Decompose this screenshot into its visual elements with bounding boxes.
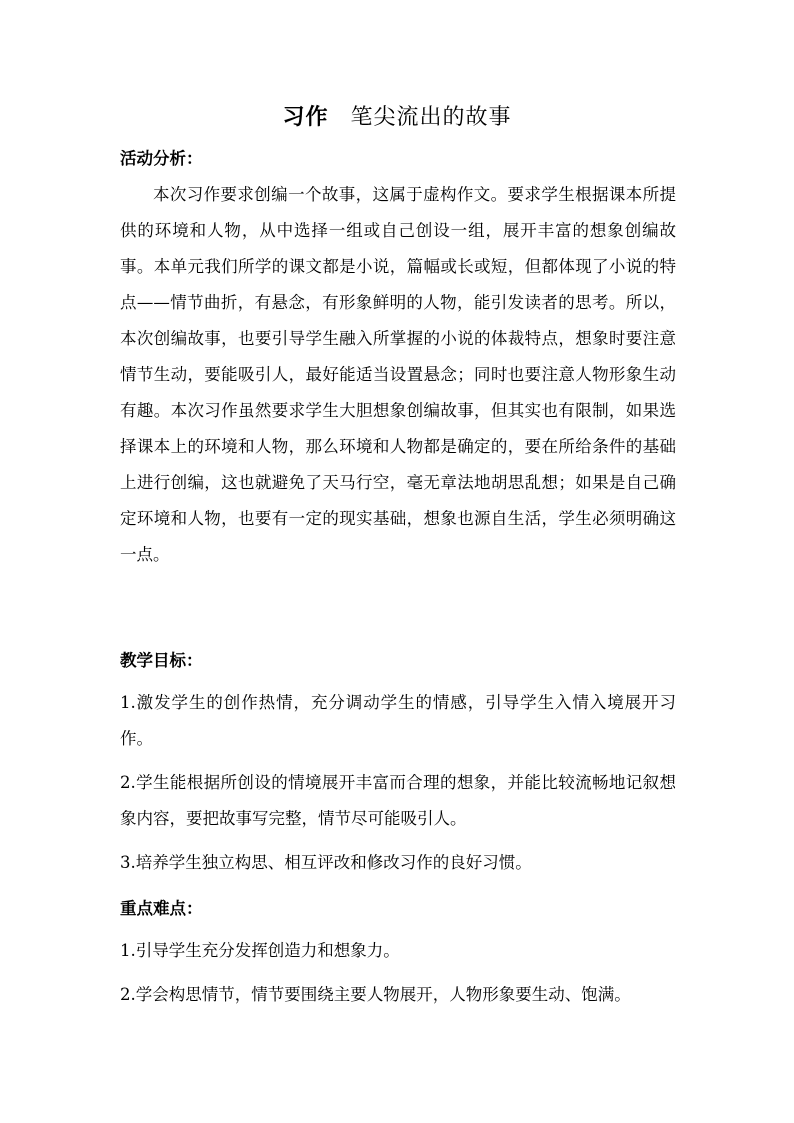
- section-keypoints: [120, 891, 676, 1013]
- document-title: [0, 102, 794, 133]
- goal-item-3: 3.培养学生独立构思、相互评改和修改习作的良好习惯。: [120, 853, 532, 872]
- section-goals: [120, 643, 676, 881]
- section-heading-goals: 教学目标：: [120, 651, 203, 670]
- keypoint-item-1: 1.引导学生充分发挥创造力和想象力。: [120, 941, 400, 960]
- keypoint-item-2: 2.学会构思情节，情节要围绕主要人物展开，人物形象要生动、饱满。: [120, 985, 631, 1004]
- title-lead: 习作: [282, 104, 329, 130]
- title-main: 笔尖流出的故事: [350, 105, 512, 130]
- goal-item-1: 1.激发学生的创作热情，充分调动学生的情感，引导学生入情入境展开习作。: [120, 693, 676, 748]
- section-analysis: [120, 141, 676, 573]
- section-heading-analysis: 活动分析：: [120, 149, 203, 168]
- section-heading-keypoints: 重点难点：: [120, 899, 203, 918]
- goal-item-2: 2.学生能根据所创设的情境展开丰富而合理的想象，并能比较流畅地记叙想象内容，要把故事写完整，情节尽可能吸引人。: [120, 773, 676, 828]
- analysis-paragraph: 本次习作要求创编一个故事，这属于虚构作文。要求学生根据课本所提供的环境和人物，从中选择一组或自己创设一组，展开丰富的想象创编故事。本单元我们所学的课文都是小说，篇幅或长或短，但都体现了小说的特点——情节曲折，有悬念，有形象鲜明的人物，能引发读者的思考。所以，本次创编故事，也要引导学生融入所掌握的小说的体裁特点，想象时要注意情节生动，要能吸引人，最好能适当设置悬念；同时也要注意人物形象生动有趣。本次习作虽然要求学生大胆想象创编故事，但其实也有限制，如果选择课本上的环境和人物，那么环境和人物都是确定的，要在所给条件的基础上进行创编，这也就避免了天马行空，毫无章法地胡思乱想；如果是自己确定环境和人物，也要有一定的现实基础，想象也源自生活，学生必须明确这一点。: [120, 185, 676, 564]
